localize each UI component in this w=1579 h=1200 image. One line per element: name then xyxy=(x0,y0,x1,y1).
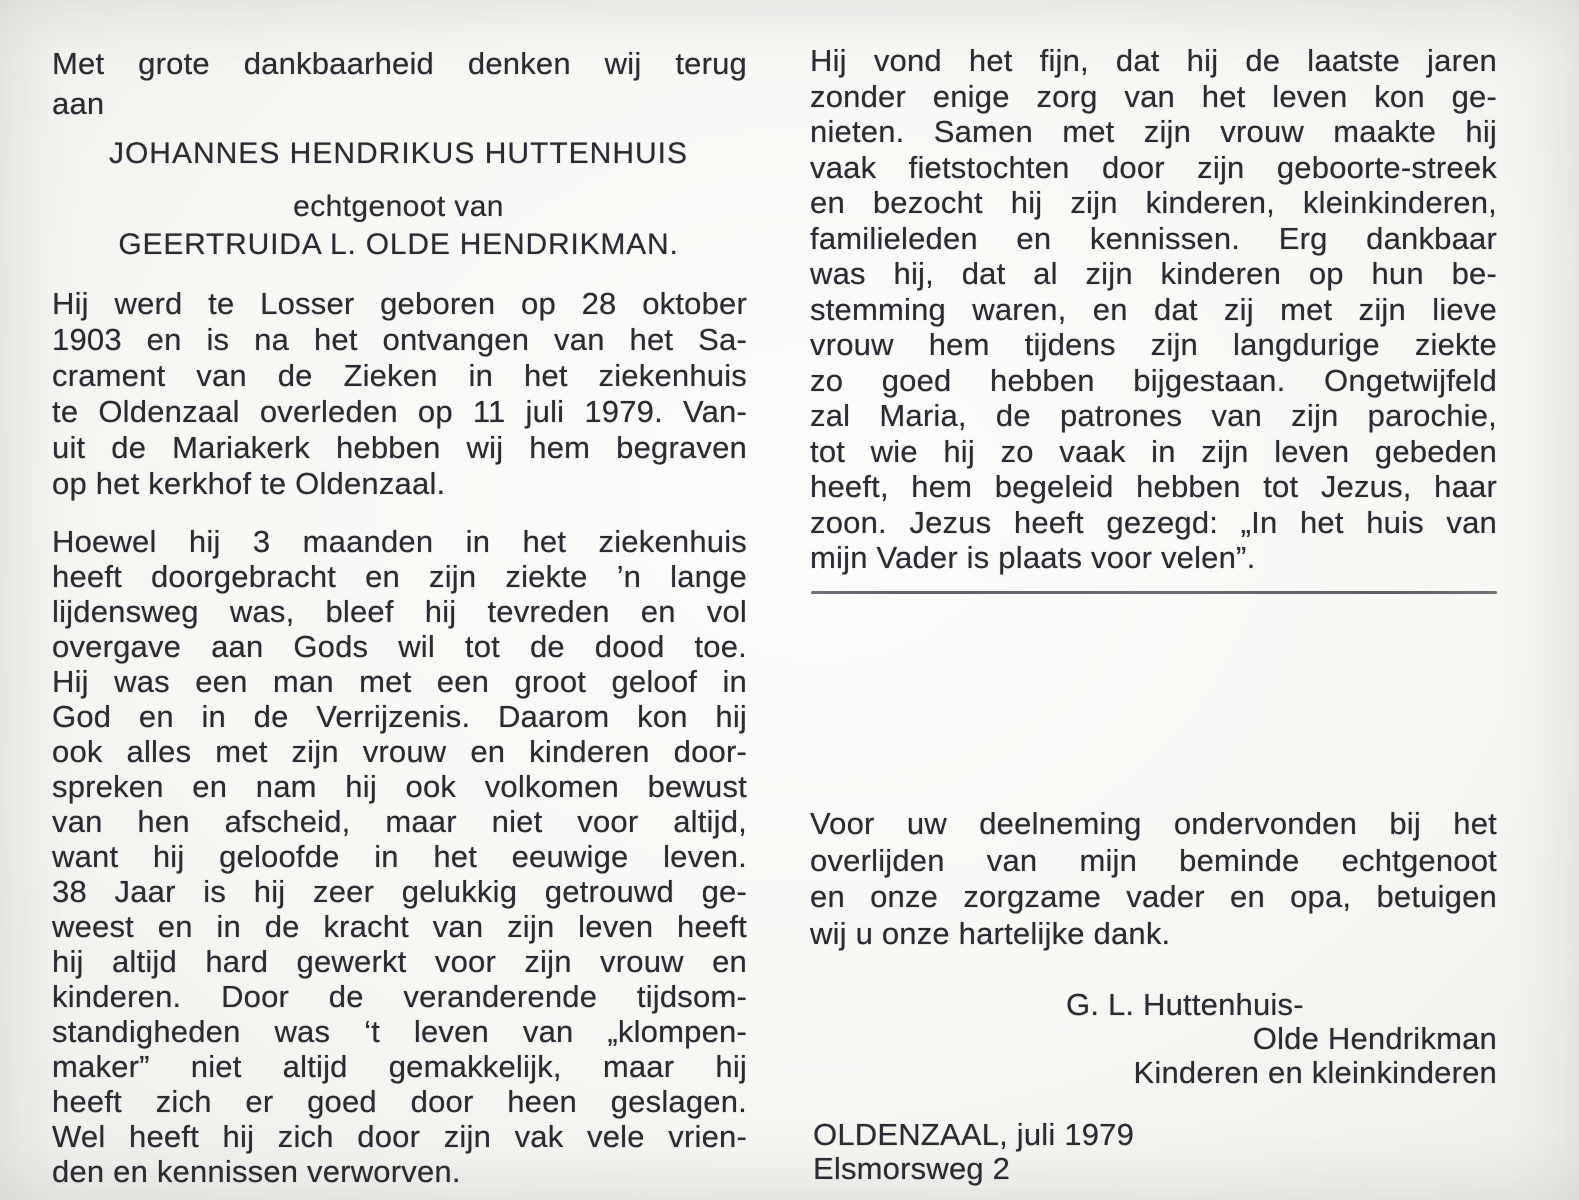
relation-label: echtgenoot van xyxy=(293,190,504,223)
paragraph-line: Hij was een man met een groot geloof in xyxy=(52,664,747,699)
paragraph-line: Hij werd te Losser geboren op 28 oktober xyxy=(52,286,747,321)
paragraph-line: kinderen. Door de veranderende tijdsom- xyxy=(52,979,747,1014)
paragraph-line: stemming waren, en dat zij met zijn lieve xyxy=(810,291,1497,327)
paragraph-line: standigheden was ‘t leven van „klompen- xyxy=(52,1014,747,1049)
life-story-paragraph xyxy=(52,524,747,1189)
address: Elsmorsweg 2 xyxy=(813,1151,1011,1186)
paragraph-line: weest en in de kracht van zijn leven heeft xyxy=(52,909,747,944)
paragraph-line: heeft doorgebracht en zijn ziekte ’n lange xyxy=(52,559,747,594)
signature-block xyxy=(810,988,1497,1090)
signature-name: Olde Hendrikman xyxy=(1252,1021,1497,1056)
paragraph-line: spreken en nam hij ook volkomen bewust xyxy=(52,769,747,804)
deceased-name: JOHANNES HENDRIKUS HUTTENHUIS xyxy=(108,137,689,170)
paragraph-line: zoon. Jezus heeft gezegd: „In het huis van xyxy=(810,504,1497,540)
paragraph-line: familieleden en kennissen. Erg dankbaar xyxy=(810,220,1497,256)
paragraph-line: heeft, hem begeleid hebben tot Jezus, haar xyxy=(810,469,1497,504)
thanks-paragraph xyxy=(810,806,1497,952)
paragraph-line: want hij geloofde in het eeuwige leven. xyxy=(52,839,747,874)
intro-line: Met grote dankbaarheid denken wij terug xyxy=(52,46,747,81)
paragraph-line: hij altijd hard gewerkt voor zijn vrouw en xyxy=(52,944,747,979)
paragraph-line: Voor uw deelneming ondervonden bij het xyxy=(810,806,1497,841)
paragraph-line: heeft zich er goed door heen geslagen. xyxy=(52,1084,747,1119)
paragraph-line: op het kerkhof te Oldenzaal. xyxy=(52,466,446,501)
gratitude-paragraph xyxy=(810,43,1497,576)
spouse-name: GEERTRUIDA L. OLDE HENDRIKMAN. xyxy=(118,228,679,261)
intro-line: aan xyxy=(52,86,105,121)
paragraph-line: te Oldenzaal overleden op 11 juli 1979. Van- xyxy=(52,394,747,429)
paragraph-line: Wel heeft hij zich door zijn vak vele vrien- xyxy=(52,1119,747,1154)
paragraph-line: zonder enige zorg van het leven kon ge- xyxy=(810,78,1497,114)
paragraph-line: wij u onze hartelijke dank. xyxy=(810,915,1171,951)
intro-paragraph xyxy=(52,44,747,124)
birth-death-paragraph xyxy=(52,286,747,502)
paragraph-line: ook alles met zijn vrouw en kinderen door- xyxy=(52,734,747,769)
paragraph-line: vrouw hem tijdens zijn langdurige ziekte xyxy=(810,327,1497,362)
signature-name: G. L. Huttenhuis- xyxy=(1066,987,1304,1022)
paragraph-line: overgave aan Gods wil tot de dood toe. xyxy=(52,629,747,664)
divider-line xyxy=(811,591,1497,594)
paragraph-line: en bezocht hij zijn kinderen, kleinkinderen, xyxy=(810,185,1497,220)
paragraph-line: mijn Vader is plaats voor velen”. xyxy=(810,540,1256,575)
paragraph-line: Hoewel hij 3 maanden in het ziekenhuis xyxy=(52,524,747,559)
paragraph-line: zal Maria, de patrones van zijn parochie, xyxy=(810,398,1497,433)
paragraph-line: crament van de Zieken in het ziekenhuis xyxy=(52,358,747,393)
paragraph-line: was hij, dat al zijn kinderen op hun be- xyxy=(810,256,1497,291)
paragraph-line: Hij vond het fijn, dat hij de laatste jaren xyxy=(810,43,1497,78)
paragraph-line: 1903 en is na het ontvangen van het Sa- xyxy=(52,322,747,357)
paragraph-line: vaak fietstochten door zijn geboorte-streek xyxy=(810,149,1497,185)
paragraph-line: uit de Mariakerk hebben wij hem begraven xyxy=(52,430,747,465)
paragraph-line: den en kennissen verworven. xyxy=(52,1154,461,1189)
paragraph-line: maker” niet altijd gemakkelijk, maar hij xyxy=(52,1049,747,1084)
place-date: OLDENZAAL, juli 1979 xyxy=(813,1117,1135,1152)
footer-block xyxy=(813,1118,1500,1186)
paragraph-line: God en in de Verrijzenis. Daarom kon hij xyxy=(52,699,747,734)
paragraph-line: tot wie hij zo vaak in zijn leven gebeden xyxy=(810,433,1497,469)
paragraph-line: en onze zorgzame vader en opa, betuigen xyxy=(810,879,1497,914)
paragraph-line: zo goed hebben bijgestaan. Ongetwijfeld xyxy=(810,362,1497,398)
paragraph-line: van hen afscheid, maar niet voor altijd, xyxy=(52,804,747,839)
paragraph-line: nieten. Samen met zijn vrouw maakte hij xyxy=(810,114,1497,149)
paragraph-line: 38 Jaar is hij zeer gelukkig getrouwd ge- xyxy=(52,874,747,909)
signature-family: Kinderen en kleinkinderen xyxy=(1133,1055,1497,1090)
paragraph-line: lijdensweg was, bleef hij tevreden en vol xyxy=(52,594,747,629)
paragraph-line: overlijden van mijn beminde echtgenoot xyxy=(810,842,1497,878)
